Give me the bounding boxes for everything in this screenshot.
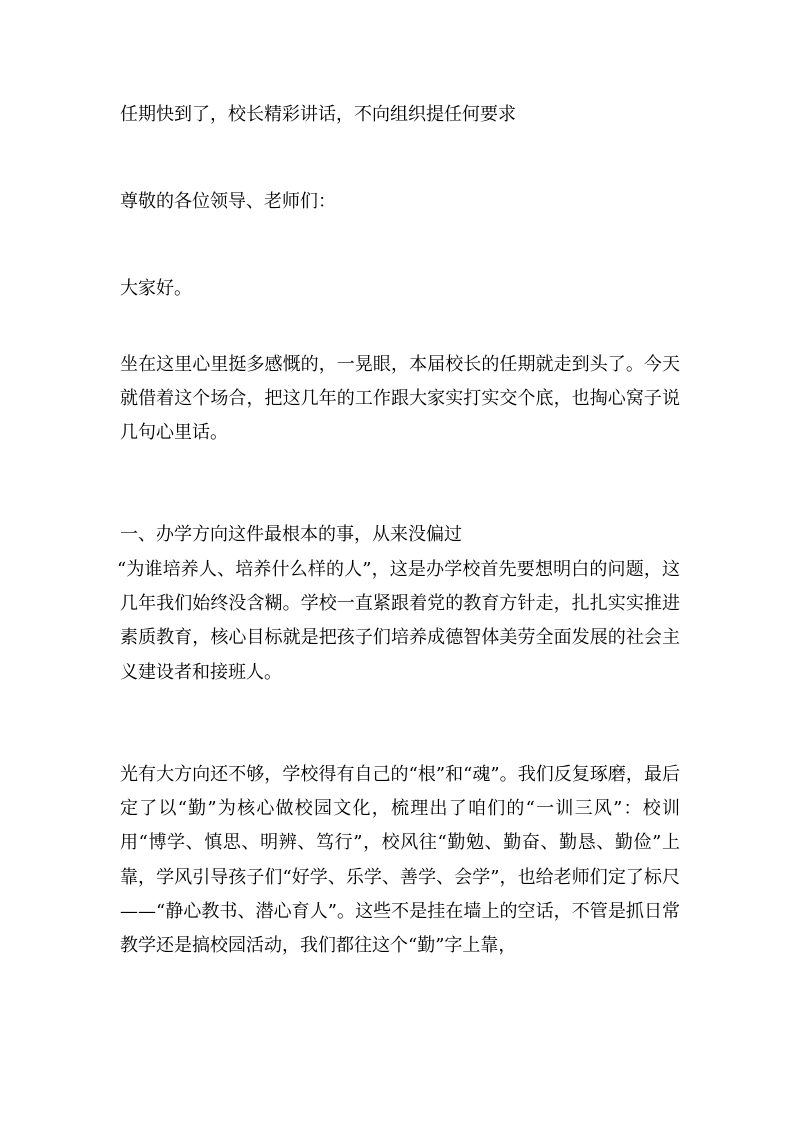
document-title: 任期快到了，校长精彩讲话，不向组织提任何要求 (120, 104, 516, 125)
salutation: 尊敬的各位领导、老师们： (120, 191, 336, 212)
intro-paragraph: 坐在这里心里挺多感慨的，一晃眼，本届校长的任期就走到头了。今天就借着这个场合，把这几年的工作跟大家实打实交个底，也掏心窝子说几句心里话。 (120, 354, 680, 444)
section1-paragraph-2: 光有大方向还不够，学校得有自己的“根”和“魂”。我们反复琢磨，最后定了以“勤”为核心做校园文化，梳理出了咱们的“一训三风”：校训用“博学、慎思、明辨、笃行”，校风往“勤勉、勤奋、勤恳、勤俭”上靠，学风引导孩子们“好学、乐学、善学、会学”，也给老师们定了标尺——“静心教书、潜心育人”。这些不是挂在墙上的空话，不管是抓日常教学还是搞校园活动，我们都往这个“勤”字上靠， (120, 764, 680, 957)
greeting: 大家好。 (120, 278, 192, 299)
section-heading: 一、办学方向这件最根本的事，从来没偏过 (120, 524, 462, 545)
section1-paragraph-1: “为谁培养人、培养什么样的人”，这是办学校首先要想明白的问题，这几年我们始终没含糊。学校一直紧跟着党的教育方针走，扎扎实实推进素质教育，核心目标就是把孩子们培养成德智体美劳全面发展的社会主义建设者和接班人。 (117, 559, 680, 683)
